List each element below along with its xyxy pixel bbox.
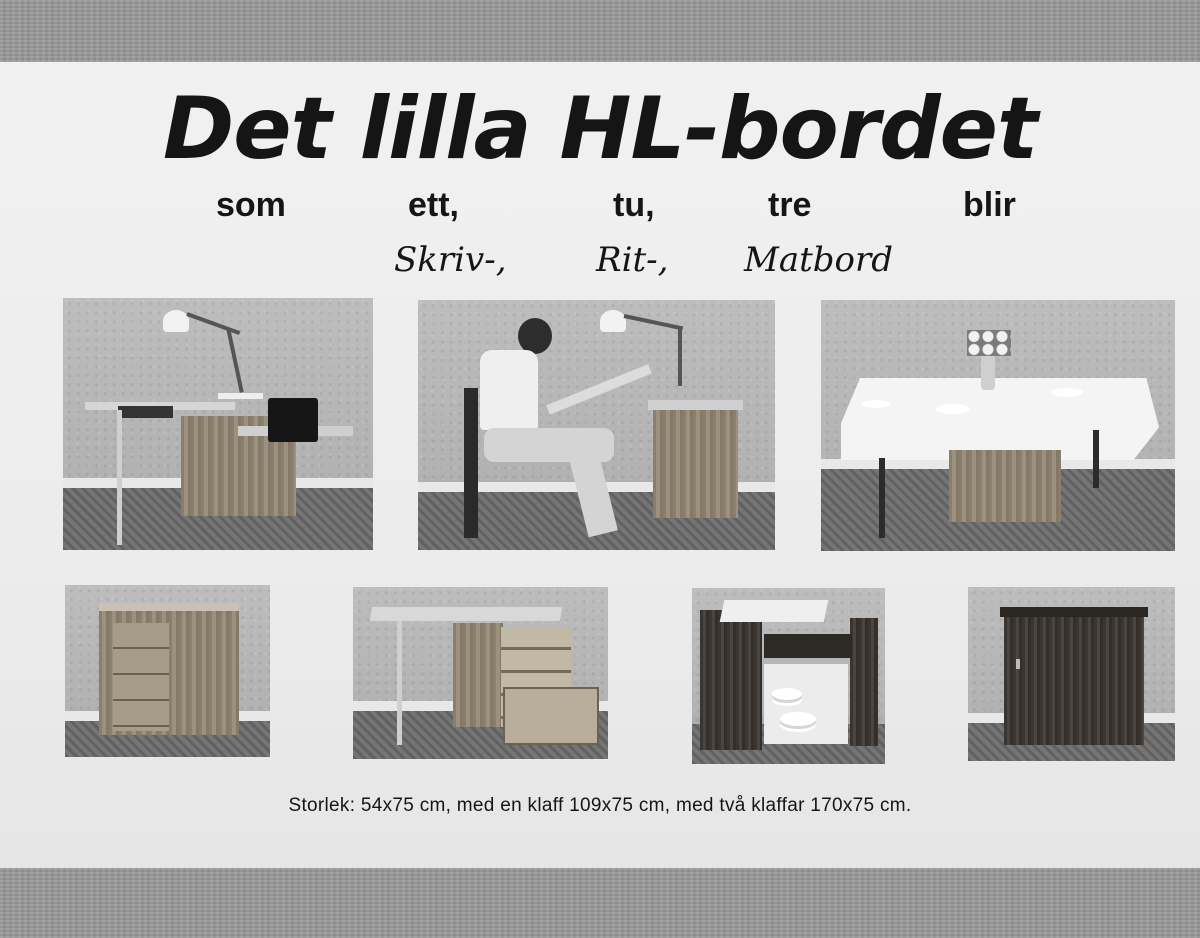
typewriter [268, 398, 318, 442]
wall-backdrop-bottom [0, 868, 1200, 938]
flower-vase [981, 350, 995, 390]
photo-dining-table [821, 300, 1175, 551]
poster-title: Det lilla HL-bordet [162, 79, 1038, 179]
photo-tableware-cabinet [692, 588, 885, 764]
photo-light-cabinet [65, 585, 270, 757]
script-word-matbord: Matbord [744, 240, 893, 280]
photo-dark-cabinet [968, 587, 1175, 761]
drawing-lamp-shade [600, 310, 626, 332]
man-head [518, 318, 552, 354]
open-desk-top [370, 607, 562, 621]
subtitle-word-tre: tre [768, 186, 812, 224]
size-caption: Storlek: 54x75 cm, med en klaff 109x75 cm, med två klaffar 170x75 cm. [288, 795, 912, 816]
subtitle-word-tu: tu, [613, 186, 655, 224]
tilted-drawing-board [546, 364, 652, 414]
man-shirt [480, 350, 538, 430]
dining-table-base [949, 450, 1061, 522]
light-cabinet-drawers [113, 623, 169, 731]
script-word-rit: Rit-, [596, 240, 669, 280]
subtitle-word-blir: blir [963, 186, 1016, 224]
file-drawer [503, 687, 599, 745]
wall-backdrop-top [0, 0, 1200, 62]
tableware-shelves [764, 664, 848, 744]
script-word-skriv: Skriv-, [394, 240, 507, 280]
photo-drawing-desk [418, 300, 775, 550]
photo-open-drawers [353, 587, 608, 759]
flowers [967, 330, 1011, 356]
cabinet-door [700, 610, 762, 750]
desk-lamp-shade [163, 310, 189, 332]
subtitle-word-ett: ett, [408, 186, 459, 224]
dark-cabinet-body [1004, 615, 1144, 745]
cabinet-keyhole [1016, 659, 1020, 669]
drawing-desk-drawers [653, 410, 738, 518]
cutlery-drawer [764, 634, 852, 658]
tablecloth [841, 378, 1159, 460]
photo-writing-desk [63, 298, 373, 550]
serving-tray [720, 600, 829, 622]
subtitle-word-som: som [216, 186, 286, 224]
chair [464, 388, 478, 538]
